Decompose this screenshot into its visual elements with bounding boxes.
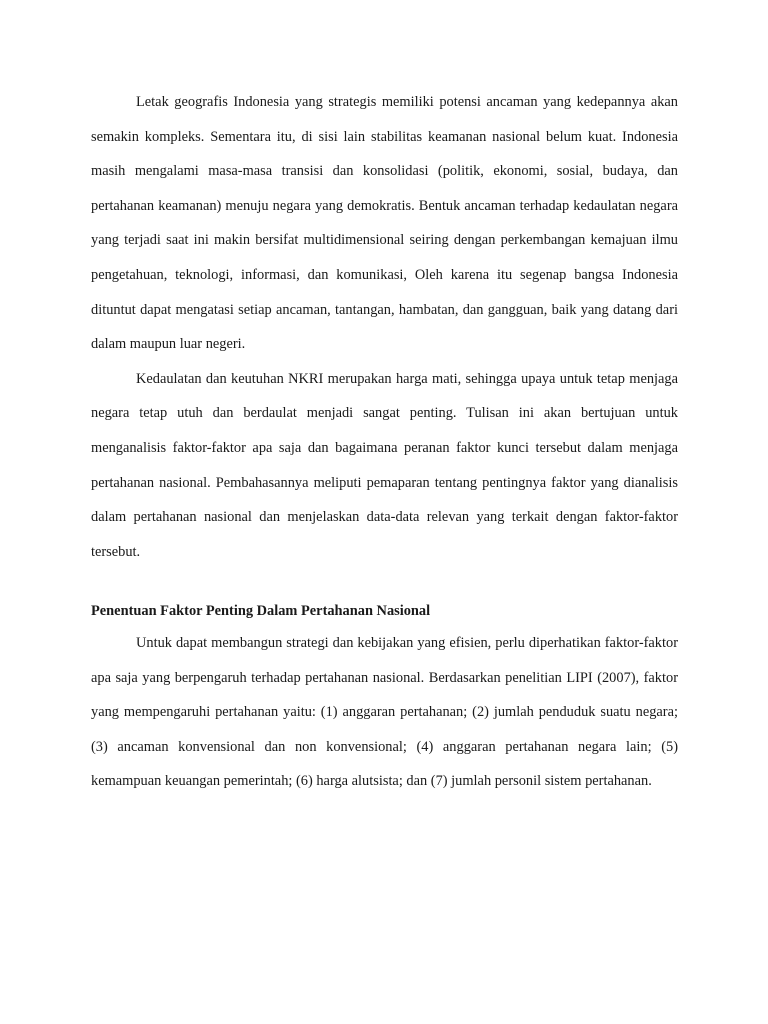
paragraph-nkri-sovereignty: Kedaulatan dan keutuhan NKRI merupakan harga mati, sehingga upaya untuk tetap menjaga negara tetap utuh dan berdaulat menjadi sangat penting. Tulisan ini akan bertujuan untuk menganalisis faktor-faktor apa saja dan bagaimana peranan faktor kunci tersebut dalam menjaga pertahanan nasional. Pembahasannya meliputi pemaparan tentang pentingnya faktor yang dianalisis dalam pertahanan nasional dan menjelaskan data-data relevan yang terkait dengan faktor-faktor tersebut. (91, 370, 678, 560)
section-heading: Penentuan Faktor Penting Dalam Pertahanan Nasional (91, 603, 431, 620)
paragraph-defense-factors: Untuk dapat membangun strategi dan kebijakan yang efisien, perlu diperhatikan faktor-faktor apa saja yang berpengaruh terhadap pertahanan nasional. Berdasarkan penelitian LIPI (2007), faktor yang mempengaruhi pertahanan yaitu: (1) anggaran pertahanan; (2) jumlah penduduk suatu negara; (3) ancaman konvensional dan non konvensional; (4) anggaran pertahanan negara lain; (5) kemampuan keuangan pemerintah; (6) harga alutsista; dan (7) jumlah personil sistem pertahanan. (91, 634, 678, 790)
paragraph-geographic-threats: Letak geografis Indonesia yang strategis memiliki potensi ancaman yang kedepannya akan semakin kompleks. Sementara itu, di sisi lain stabilitas keamanan nasional belum kuat. Indonesia masih mengalami masa-masa transisi dan konsolidasi (politik, ekonomi, sosial, budaya, dan pertahanan keamanan) menuju negara yang demokratis. Bentuk ancaman terhadap kedaulatan negara yang terjadi saat ini makin bersifat multidimensional seiring dengan perkembangan kemajuan ilmu pengetahuan, teknologi, informasi, dan komunikasi, Oleh karena itu segenap bangsa Indonesia dituntut dapat mengatasi setiap ancaman, tantangan, hambatan, dan gangguan, baik yang datang dari dalam maupun luar negeri. (91, 94, 678, 353)
document-body (91, 85, 678, 799)
